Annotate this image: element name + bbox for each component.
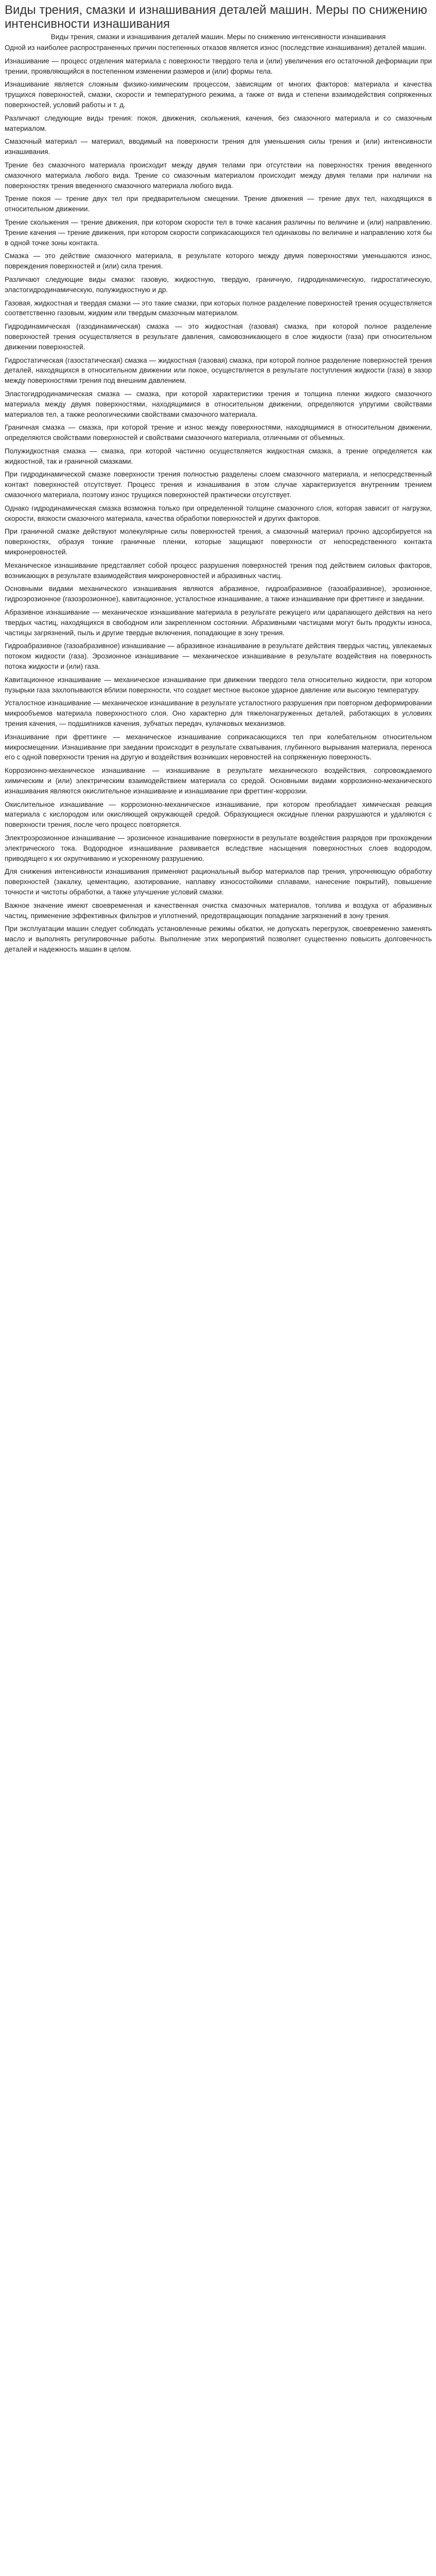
article-paragraph: Различают следующие виды трения: покоя, движения, скольжения, качения, без смазочного материала и со смазочным материалом. [5, 114, 432, 132]
article-paragraph: Однако гидродинамическая смазка возможна только при определенной толщине смазочного слоя, которая зависит от нагрузки, скорости, вязкости смазочного материала, качества обработки поверхностей и других факторов. [5, 504, 432, 522]
article-paragraph: Газовая, жидкостная и твердая смазки — это такие смазки, при которых полное разделение поверхностей трения осуществляется соответственно газовым, жидким или твердым смазочным материалом. [5, 299, 432, 317]
page-subtitle: Виды трения, смазки и изнашивания деталей машин. Меры по снижению интенсивности изнашивания [50, 33, 386, 41]
article-paragraph: Трение без смазочного материала происходит между двумя телами при отсутствии на поверхностях трения введенного смазочного материала любого вида. Трение со смазочным материалом происходит между двумя телами при наличии на поверхностях трения введенного смазочного материала любого вида. [5, 161, 432, 190]
article-page [0, 0, 436, 965]
article-body [5, 43, 432, 955]
article-paragraph: Трение скольжения — трение движения, при котором скорости тел в точке касания различны по величине и (или) направлению. Трение качения — трение движения, при котором скорости соприкасающихся тел одинаковы по величине и направлению хотя бы в одной точке зоны контакта. [5, 218, 432, 247]
article-paragraph: Механическое изнашивание представляет собой процесс разрушения поверхностей трения под действием силовых факторов, возникающих в результате взаимодействия микронеровностей и абразивных частиц. [5, 561, 432, 580]
article-paragraph: Основными видами механического изнашивания являются абразивное, гидроабразивное (газоабразивное), эрозионное, гидроэрозионное (газоэрозионное), кавитационное, усталостное изнашивание, а также изнашивание при фреттинге и заедании. [5, 585, 432, 603]
article-paragraph: Смазка — это действие смазочного материала, в результате которого между двумя поверхностями уменьшаются износ, повреждения поверхностей и (или) сила трения. [5, 252, 432, 270]
article-paragraph: Граничная смазка — смазка, при которой трение и износ между поверхностями, находящимися в относительном движении, определяются свойствами поверхностей и свойствами смазочного материала, отличными от объемных. [5, 423, 432, 442]
article-paragraph: Полужидкостная смазка — смазка, при которой частично осуществляется жидкостная смазка, а трение определяется как жидкостной, так и граничной смазками. [5, 447, 432, 465]
article-paragraph: Изнашивание при фреттинге — механическое изнашивание соприкасающихся тел при колебательном относительном микросмещении. Изнашивание при заедании происходит в результате схватывания, глубинного вырывания материала, переноса его с одной поверхности трения на другую и воздействия возникших неровностей на сопряженную поверхность. [5, 733, 432, 761]
article-paragraph: Изнашивание — процесс отделения материала с поверхности твердого тела и (или) увеличения его остаточной деформации при трении, проявляющийся в постепенном изменении размеров и (или) формы тела. [5, 57, 432, 75]
article-paragraph: Важное значение имеют своевременная и качественная очистка смазочных материалов, топлива и воздуха от абразивных частиц, применение эффективных фильтров и уплотнений, предотвращающих попадание загрязнений в зону трения. [5, 901, 432, 920]
article-paragraph: При граничной смазке действуют молекулярные силы поверхностей трения, а смазочный материал прочно адсорбируется на поверхностях, образуя тонкие граничные пленки, которые защищают поверхности от непосредственного контакта микронеровностей. [5, 528, 432, 556]
article-paragraph: Гидростатическая (газостатическая) смазка — жидкостная (газовая) смазка, при которой полное разделение поверхностей трения деталей, находящихся в относительном движении или покое, осуществляется в результате поступления жидкости (газа) в зазор между поверхностями трения под внешним давлением. [5, 356, 432, 385]
article-paragraph: Окислительное изнашивание — коррозионно-механическое изнашивание, при котором преобладает химическая реакция материала с кислородом или окисляющей окружающей средой. Образующиеся оксидные пленки разрушаются и удаляются с поверхности трения, после чего процесс повторяется. [5, 800, 432, 829]
article-paragraph: Одной из наиболее распространенных причин постепенных отказов является износ (последствие изнашивания) деталей машин. [5, 44, 427, 52]
article-paragraph: При эксплуатации машин следует соблюдать установленные режимы обкатки, не допускать перегрузок, своевременно заменять масло и выполнять регулировочные работы. Выполнение этих мероприятий позволяет существенно повысить долговечность деталей и надежность машин в целом. [5, 925, 432, 953]
article-paragraph: Смазочный материал — материал, вводимый на поверхности трения для уменьшения силы трения и (или) интенсивности изнашивания. [5, 138, 432, 156]
article-paragraph: Кавитационное изнашивание — механическое изнашивание при движении твердого тела относительно жидкости, при котором пузырьки газа захлопываются вблизи поверхности, что создает местное высокое ударное давление или высокую температуру. [5, 675, 432, 694]
article-paragraph: Усталостное изнашивание — механическое изнашивание в результате усталостного разрушения при повторном деформировании микрообъемов материала поверхностного слоя. Оно характерно для тяжелонагруженных деталей, работающих в условиях трения качения, — подшипников качения, зубчатых передач, кулачковых механизмов. [5, 699, 432, 728]
article-paragraph: Для снижения интенсивности изнашивания применяют рациональный выбор материалов пар трения, упрочняющую обработку поверхностей (закалку, цементацию, азотирование, наплавку износостойкими сплавами, нанесение покрытий), повышение точности и чистоты обработки, а также улучшение условий смазки. [5, 868, 432, 896]
article-paragraph: Эластогидродинамическая смазка — смазка, при которой характеристики трения и толщина пленки жидкого смазочного материала между двумя поверхностями, находящимися в относительном движении, определяются упругими свойствами материалов тел, а также реологическими свойствами смазочного материала. [5, 389, 432, 418]
article-paragraph: Трение покоя — трение двух тел при предварительном смещении. Трение движения — трение двух тел, находящихся в относительном движении. [5, 195, 432, 213]
article-paragraph: При гидродинамической смазке поверхности трения полностью разделены слоем смазочного материала, и непосредственный контакт поверхностей отсутствует. Процесс трения и изнашивания в этом случае характеризуется внутренним трением смазочного материала, поэтому износ трущихся поверхностей практически отсутствует. [5, 470, 432, 499]
article-paragraph: Электроэрозионное изнашивание — эрозионное изнашивание поверхности в результате воздействия разрядов при прохождении электрического тока. Водородное изнашивание развивается вследствие насыщения поверхностных слоев водородом, приводящего к их охрупчиванию и ускоренному разрушению. [5, 834, 432, 862]
article-paragraph: Гидродинамическая (газодинамическая) смазка — это жидкостная (газовая) смазка, при которой полное разделение поверхностей трения осуществляется в результате давления, самовозникающего в слое жидкости (газа) при относительном движении поверхностей. [5, 323, 432, 351]
article-paragraph: Абразивное изнашивание — механическое изнашивание материала в результате режущего или царапающего действия на него твердых частиц, находящихся в свободном или закрепленном состоянии. Абразивными частицами могут быть продукты износа, частицы загрязнений, пыль и другие твердые включения, попадающие в зону трения. [5, 608, 432, 637]
article-paragraph: Коррозионно-механическое изнашивание — изнашивание в результате механического воздействия, сопровождаемого химическим и (или) электрическим взаимодействием материала со средой. Основными видами коррозионно-механического изнашивания являются окислительное изнашивание и изнашивание при фреттинг-коррозии. [5, 767, 432, 795]
page-title: Виды трения, смазки и изнашивания деталей машин. Меры по снижению интенсивности изнашивания [5, 3, 427, 31]
article-paragraph: Различают следующие виды смазки: газовую, жидкостную, твердую, граничную, гидродинамическую, гидростатическую, эластогидродинамическую, полужидкостную и др. [5, 275, 432, 294]
article-paragraph: Гидроабразивное (газоабразивное) изнашивание — абразивное изнашивание в результате действия твердых частиц, увлекаемых потоком жидкости (газа). Эрозионное изнашивание — механическое изнашивание в результате воздействия на поверхность потока жидкости и (или) газа. [5, 642, 432, 671]
article-paragraph: Изнашивание является сложным физико-химическим процессом, зависящим от многих факторов: материала и качества трущихся поверхностей, смазки, скорости и температурного режима, а также от вида и степени взаимодействия сопряженных поверхностей, условий работы и т. д. [5, 80, 432, 109]
